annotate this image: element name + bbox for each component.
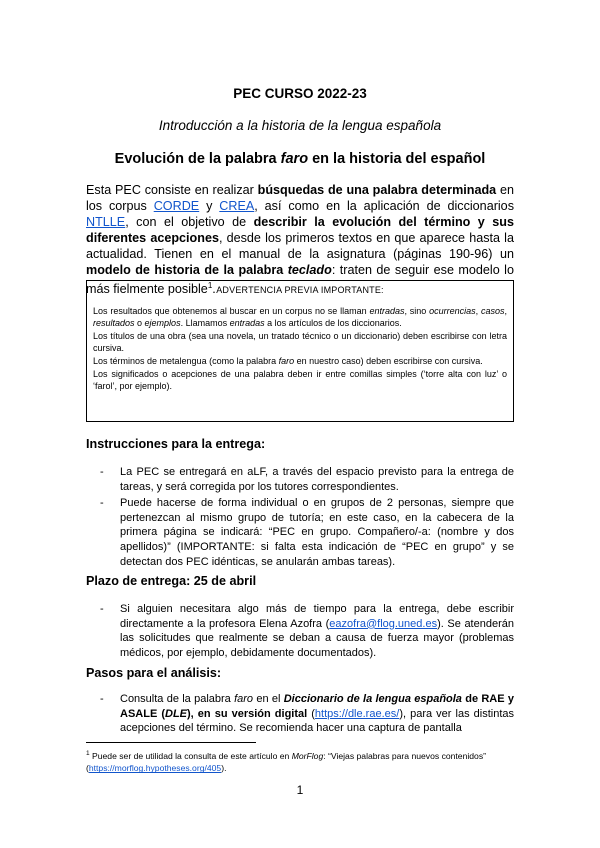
warning-italic: entradas bbox=[229, 318, 265, 329]
corde-link[interactable]: CORDE bbox=[153, 199, 200, 213]
list-dash: - bbox=[100, 693, 104, 705]
course-title: PEC CURSO 2022-23 bbox=[233, 86, 367, 101]
intro-bold: describir la evolución del término y sus diferentes acepciones bbox=[86, 215, 514, 245]
crea-link[interactable]: CREA bbox=[219, 199, 255, 213]
subject-subtitle: Introducción a la historia de la lengua española bbox=[158, 118, 442, 133]
deadline-text: ). Se atenderán las solicitudes que realmente se deban a causa de fuerza mayor (problemas médicos, por ejemplo, debidamente documentados). bbox=[120, 617, 514, 659]
warning-text: o bbox=[134, 318, 145, 329]
step-text: ( bbox=[307, 707, 315, 720]
footnote-ref[interactable]: 1 bbox=[207, 281, 213, 290]
warning-text: Los términos de metalengua (como la palabra bbox=[93, 355, 279, 366]
warning-paragraph: Los títulos de una obra (sea una novela, un tratado técnico o un diccionario) deben escribirse con letra cursiva. bbox=[93, 330, 507, 354]
footnote-text: : “Viejas palabras para nuevos contenidos” ( bbox=[86, 750, 486, 774]
document-heading bbox=[0, 151, 600, 167]
warning-paragraph: Los significados o acepciones de una palabra deben ir entre comillas simples (‘torre alta con luz’ o ‘farol’, por ejemplo). bbox=[93, 368, 507, 392]
instructions-list bbox=[86, 465, 514, 571]
step-text: en el bbox=[253, 693, 284, 705]
instructions-heading: Instrucciones para la entrega: bbox=[86, 437, 266, 451]
heading-text: Evolución de la palabra bbox=[114, 151, 281, 167]
deadline-text: Si alguien necesitara algo más de tiempo para la entrega, debe escribir directamente a la profesora Elena Azofra ( bbox=[120, 603, 514, 630]
page-number: 1 bbox=[296, 783, 304, 797]
ntlle-link[interactable]: NTLLE bbox=[86, 215, 126, 229]
dle-link[interactable]: https://dle.rae.es/ bbox=[314, 707, 400, 720]
warning-text: a los artículos de los diccionarios. bbox=[264, 318, 402, 329]
list-item-text: Puede hacerse de forma individual o en grupos de 2 personas, siempre que pertenezcan al mismo grupo de tutoría; en este caso, en la cabecera de la primera página se indicará: “PEC en grupo. Compañero/-a: (nombre y dos apellidos)” (IMPORTANTE: si falta esta indicación de “PEC en grupo” y se detectan dos PEC idénticas, se anularán ambas tareas). bbox=[120, 497, 514, 568]
intro-bold: búsquedas de una palabra determinada bbox=[257, 183, 497, 197]
warning-italic: ejemplos bbox=[144, 318, 181, 329]
analysis-steps-heading: Pasos para el análisis: bbox=[86, 666, 222, 680]
warning-text: en nuestro caso) deben escribirse con cursiva. bbox=[294, 355, 483, 366]
intro-text: en los corpus bbox=[86, 183, 515, 213]
list-item bbox=[86, 692, 514, 736]
list-item-text bbox=[120, 602, 514, 660]
warning-text: , bbox=[475, 305, 481, 316]
footnote-text: Puede ser de utilidad la consulta de este artículo en bbox=[89, 750, 292, 761]
email-link[interactable]: eazofra@flog.uned.es bbox=[329, 617, 438, 630]
warning-text: Los resultados que obtenemos al buscar en un corpus no se llaman bbox=[93, 305, 370, 316]
intro-bold-text: modelo de historia de la palabra bbox=[86, 263, 288, 277]
list-dash: - bbox=[100, 603, 104, 615]
footnote-italic: MorFlog bbox=[291, 750, 324, 761]
step-text: ), para ver las distintas acepciones del término. Se recomienda hacer una captura de pantalla bbox=[120, 707, 514, 735]
warning-italic: casos bbox=[480, 305, 505, 316]
intro-text: . bbox=[212, 282, 216, 297]
warning-title: ADVERTENCIA PREVIA IMPORTANTE: bbox=[216, 285, 384, 295]
intro-text: , desde los primeros textos en que aparece hasta la actualidad. Tienen en el manual de la asignatura (páginas 190-96) un bbox=[86, 231, 514, 261]
deadline-list bbox=[86, 602, 514, 662]
list-item bbox=[86, 602, 514, 660]
warning-paragraph bbox=[93, 305, 507, 330]
list-dash: - bbox=[100, 466, 104, 478]
step-bold-text: ), en su versión digital bbox=[187, 707, 308, 720]
warning-text: , bbox=[504, 305, 507, 316]
intro-bold-italic: teclado bbox=[287, 263, 332, 277]
footnote-number: 1 bbox=[86, 750, 90, 757]
intro-text: y bbox=[199, 199, 220, 213]
list-item-text bbox=[120, 692, 514, 736]
footnote-divider bbox=[86, 742, 256, 743]
step-bold-italic: Diccionario de la lengua española bbox=[283, 693, 462, 705]
warning-italic: faro bbox=[278, 355, 295, 366]
intro-text: Esta PEC consiste en realizar bbox=[86, 183, 258, 197]
warning-italic: resultados bbox=[93, 318, 135, 329]
step-bold-text: de RAE y ASALE ( bbox=[120, 693, 514, 720]
warning-box bbox=[86, 280, 514, 422]
warning-italic: ocurrencias bbox=[429, 305, 476, 316]
list-item-text: La PEC se entregará en aLF, a través del espacio previsto para la entrega de tareas, y será corregida por los tutores correspondientes. bbox=[120, 466, 514, 493]
footnote bbox=[86, 748, 514, 775]
list-item bbox=[86, 496, 514, 569]
intro-bold bbox=[86, 263, 332, 277]
warning-text: , sino bbox=[404, 305, 430, 316]
analysis-steps-list bbox=[86, 692, 514, 738]
heading-term: faro bbox=[280, 151, 309, 167]
heading-text: en la historia del español bbox=[308, 151, 486, 167]
warning-italic: entradas bbox=[369, 305, 405, 316]
warning-text: . Llamamos bbox=[180, 318, 230, 329]
step-text: Consulta de la palabra bbox=[120, 693, 235, 705]
warning-paragraph bbox=[93, 355, 507, 368]
intro-text: , así como en la aplicación de diccionarios bbox=[254, 199, 514, 213]
intro-text: : traten de seguir ese modelo lo más fielmente posible bbox=[86, 263, 514, 297]
morflog-link[interactable]: https://morflog.hypotheses.org/405 bbox=[88, 763, 222, 774]
list-dash: - bbox=[100, 497, 104, 510]
deadline-heading: Plazo de entrega: 25 de abril bbox=[86, 574, 257, 588]
intro-text: , con el objetivo de bbox=[125, 215, 254, 229]
step-italic: faro bbox=[234, 693, 254, 705]
footnote-text: ). bbox=[221, 763, 227, 774]
list-item bbox=[86, 465, 514, 494]
step-bold-italic: DLE bbox=[165, 707, 188, 720]
